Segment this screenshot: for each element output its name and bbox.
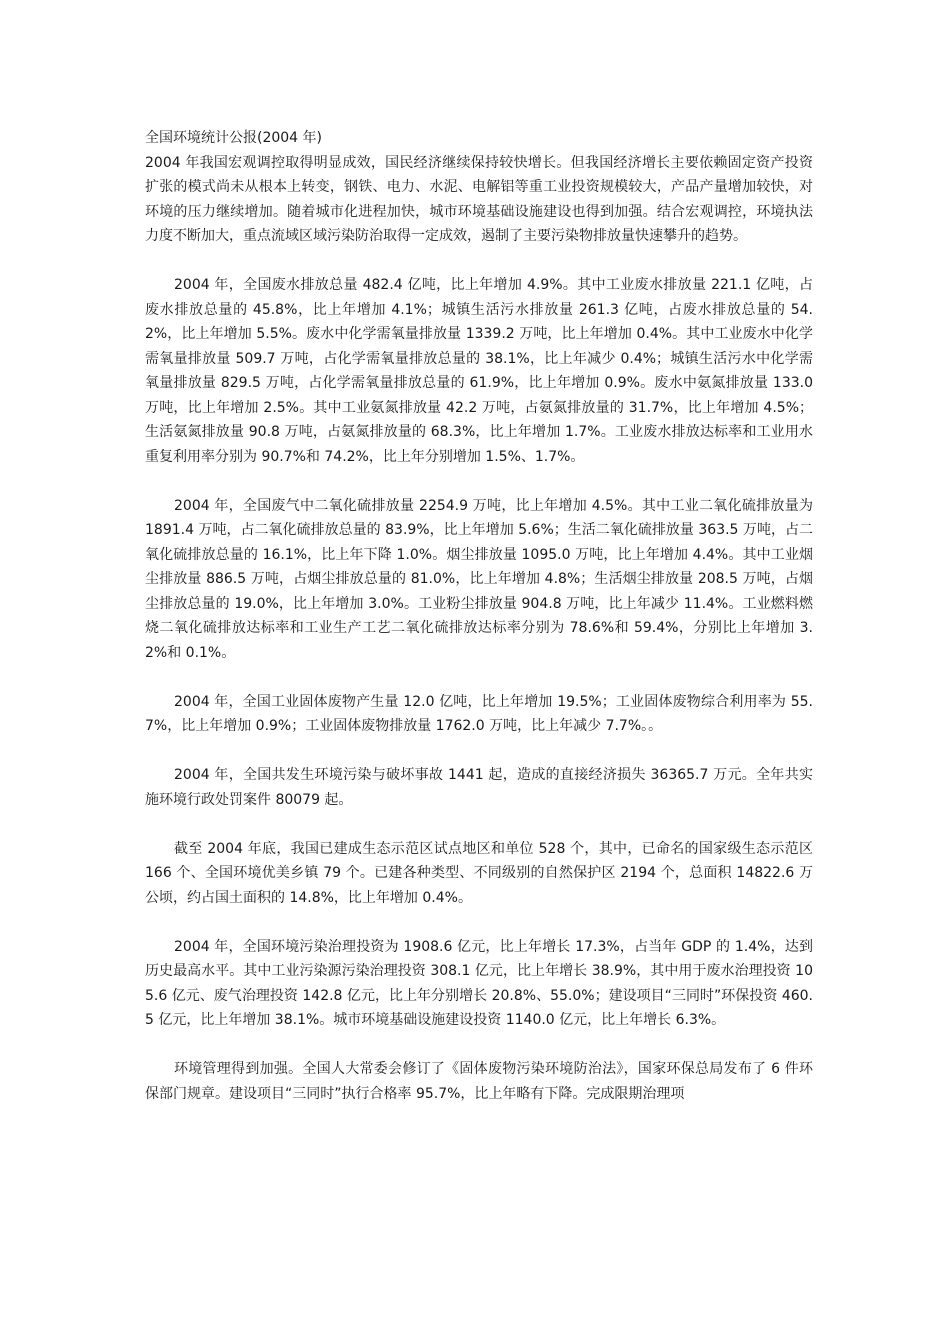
solid-waste-paragraph: 2004 年，全国工业固体废物产生量 12.0 亿吨，比上年增加 19.5%；工业固体废物综合利用率为 55.7%，比上年增加 0.9%；工业固体废物排放量 1762.0 万吨，比上年减少 7.7%。。 [145, 693, 813, 734]
intro-paragraph: 2004 年我国宏观调控取得明显成效，国民经济继续保持较快增长。但我国经济增长主要依赖固定资产投资扩张的模式尚未从根本上转变，钢铁、电力、水泥、电解铝等重工业投资规模较大，产品产量增加较快，对环境的压力继续增加。随着城市化进程加快，城市环境基础设施建设也得到加强。结合宏观调控，环境执法力度不断加大，重点流域区域污染防治取得一定成效，遏制了主要污染物排放量快速攀升的趋势。 [145, 154, 813, 244]
ecological-zones-paragraph: 截至 2004 年底，我国已建成生态示范区试点地区和单位 528 个，其中，已命名的国家级生态示范区 166 个、全国环境优美乡镇 79 个。已建各种类型、不同级别的自然保护区 2194 个，总面积 14822.6 万公顷，约占国土面积的 14.8%，比上年增加 0.4%。 [145, 840, 813, 906]
document-title: 全国环境统计公报(2004 年) [145, 130, 323, 146]
environmental-management-paragraph: 环境管理得到加强。全国人大常委会修订了《固体废物污染环境防治法》，国家环保总局发布了 6 件环保部门规章。建设项目“三同时”执行合格率 95.7%，比上年略有下降。完成限期治理项 [145, 1061, 813, 1102]
investment-paragraph: 2004 年，全国环境污染治理投资为 1908.6 亿元，比上年增长 17.3%，占当年 GDP 的 1.4%，达到历史最高水平。其中工业污染源污染治理投资 308.1 亿元，比上年增长 38.9%，其中用于废水治理投资 105.6 亿元、废气治理投资 142.8 亿元，比上年分别增长 20.8%、55.0%；建设项目“三同时”环保投资 460.5 亿元，比上年增加 38.1%。城市环境基础设施建设投资 1140.0 亿元，比上年增长 6.3%。 [145, 938, 813, 1028]
paragraph-spacer [145, 249, 813, 274]
paragraph-spacer [145, 665, 813, 690]
exhaust-gas-paragraph: 2004 年，全国废气中二氧化硫排放量 2254.9 万吨，比上年增加 4.5%。其中工业二氧化硫排放量为 1891.4 万吨，占二氧化硫排放总量的 83.9%，比上年增加 5.6%；生活二氧化硫排放量 363.5 万吨，占二氧化硫排放总量的 16.1%，比上年下降 1.0%。烟尘排放量 1095.0 万吨，比上年增加 4.4%。其中工业烟尘排放量 886.5 万吨，占烟尘排放总量的 81.0%，比上年增加 4.8%；生活烟尘排放量 208.5 万吨，占烟尘排放总量的 19.0%，比上年增加 3.0%。工业粉尘排放量 904.8 万吨，比上年减少 11.4%。工业燃料燃烧二氧化硫排放达标率和工业生产工艺二氧化硫排放达标率分别为 78.6%和 59.4%，分别比上年增加 3.2%和 0.1%。 [145, 497, 813, 661]
paragraph-spacer [145, 812, 813, 837]
document-body [145, 126, 813, 1106]
paragraph-spacer [145, 910, 813, 935]
paragraph-spacer [145, 469, 813, 494]
paragraph-spacer [145, 739, 813, 764]
pollution-accidents-paragraph: 2004 年，全国共发生环境污染与破坏事故 1441 起，造成的直接经济损失 36365.7 万元。全年共实施环境行政处罚案件 80079 起。 [145, 767, 813, 808]
wastewater-paragraph: 2004 年，全国废水排放总量 482.4 亿吨，比上年增加 4.9%。其中工业废水排放量 221.1 亿吨，占废水排放总量的 45.8%，比上年增加 4.1%；城镇生活污水排放量 261.3 亿吨，占废水排放总量的 54.2%，比上年增加 5.5%。废水中化学需氧量排放量 1339.2 万吨，比上年增加 0.4%。其中工业废水中化学需氧量排放量 509.7 万吨，占化学需氧量排放总量的 38.1%，比上年减少 0.4%；城镇生活污水中化学需氧量排放量 829.5 万吨，占化学需氧量排放总量的 61.9%，比上年增加 0.9%。废水中氨氮排放量 133.0 万吨，比上年增加 2.5%。其中工业氨氮排放量 42.2 万吨，占氨氮排放量的 31.7%，比上年增加 4.5%；生活氨氮排放量 90.8 万吨，占氨氮排放量的 68.3%，比上年增加 1.7%。工业废水排放达标率和工业用水重复利用率分别为 90.7%和 74.2%，比上年分别增加 1.5%、1.7%。 [145, 277, 813, 465]
paragraph-spacer [145, 1033, 813, 1058]
